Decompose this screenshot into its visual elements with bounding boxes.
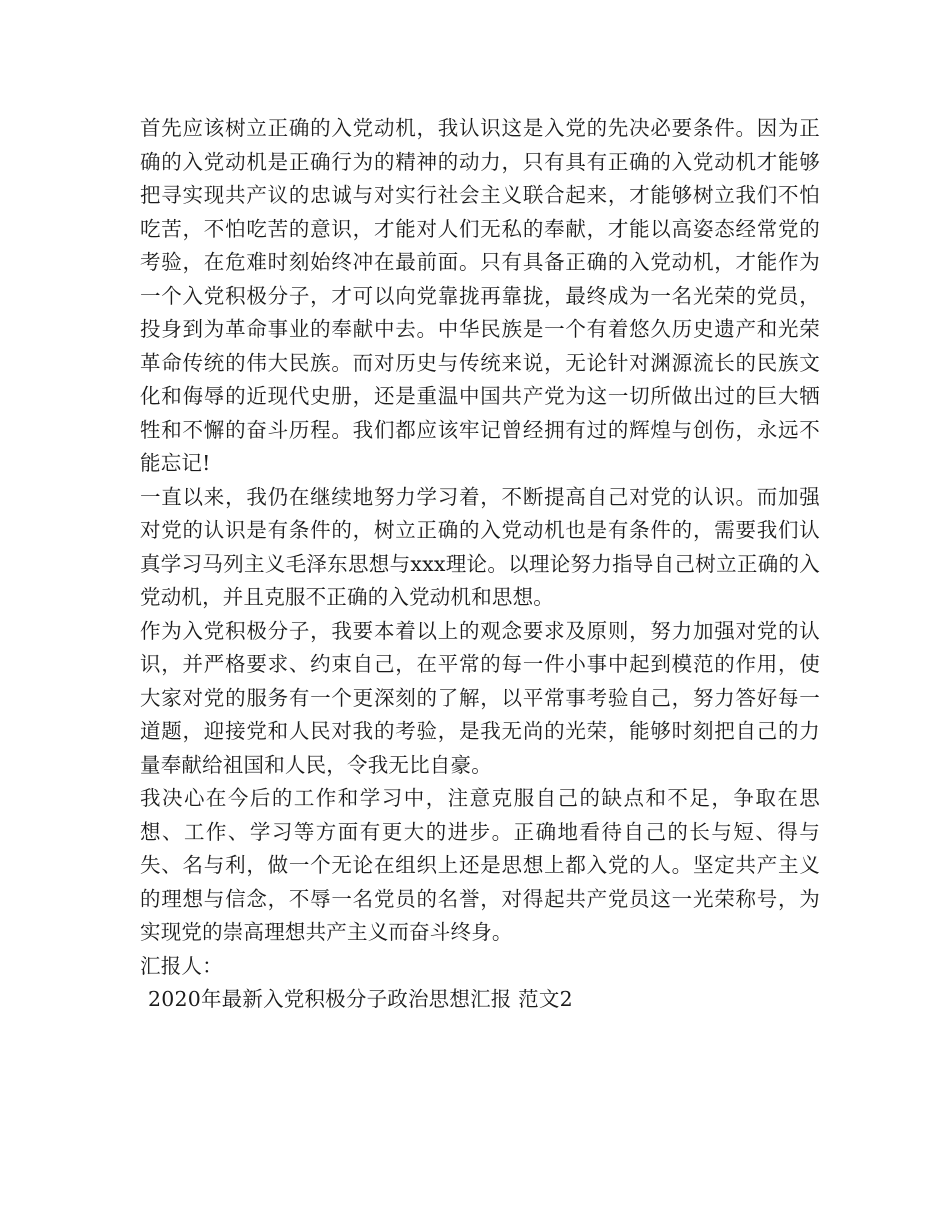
paragraph-resolution: 我决心在今后的工作和学习中，注意克服自己的缺点和不足，争取在思想、工作、学习等方面有更大的进步。正确地看待自己的长与短、得与失、名与利，做一个无论在组织上还是思想上都入党的人。坚定共产主义的理想与信念，不辱一名党员的名誉，对得起共产党员这一光荣称号，为实现党的崇高理想共产主义而奋斗终身。 bbox=[140, 786, 820, 944]
signature-line: 汇报人： bbox=[140, 953, 223, 978]
document-body bbox=[140, 112, 820, 1017]
paragraph-study: 一直以来，我仍在继续地努力学习着，不断提高自己对党的认识。而加强对党的认识是有条件的，树立正确的入党动机也是有条件的，需要我们认真学习马列主义毛泽东思想与xxx理论。以理论努力指导自己树立正确的入党动机，并且克服不正确的入党动机和思想。 bbox=[140, 484, 820, 609]
next-article-title: 2020年最新入党积极分子政治思想汇报 范文2 bbox=[148, 987, 573, 1011]
paragraph-activist: 作为入党积极分子，我要本着以上的观念要求及原则，努力加强对党的认识，并严格要求、约束自己，在平常的每一件小事中起到模范的作用，使大家对党的服务有一个更深刻的了解，以平常事考验自己，努力答好每一道题，迎接党和人民对我的考验，是我无尚的光荣，能够时刻把自己的力量奉献给祖国和人民，令我无比自豪。 bbox=[140, 618, 820, 777]
paragraph-motivation: 首先应该树立正确的入党动机，我认识这是入党的先决必要条件。因为正确的入党动机是正确行为的精神的动力，只有具有正确的入党动机才能够把寻实现共产议的忠诚与对实行社会主义联合起来，才能够树立我们不怕吃苦，不怕吃苦的意识，才能对人们无私的奉献，才能以高姿态经常党的考验，在危难时刻始终冲在最前面。只有具备正确的入党动机，才能作为一个入党积极分子，才可以向党靠拢再靠拢，最终成为一名光荣的党员，投身到为革命事业的奉献中去。中华民族是一个有着悠久历史遗产和光荣革命传统的伟大民族。而对历史与传统来说，无论针对渊源流长的民族文化和侮辱的近现代史册，还是重温中国共产党为这一切所做出过的巨大牺牲和不懈的奋斗历程。我们都应该牢记曾经拥有过的辉煌与创伤，永远不能忘记! bbox=[140, 116, 820, 475]
